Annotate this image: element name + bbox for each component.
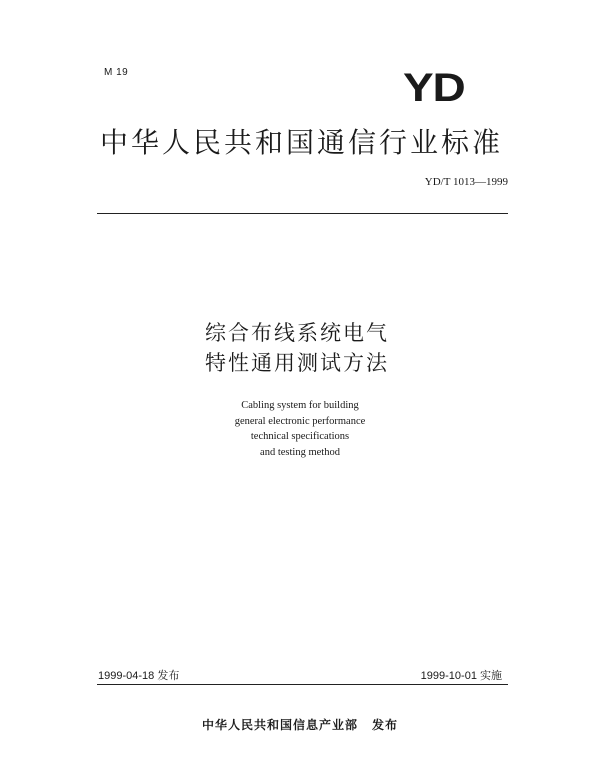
document-title-cn [205, 318, 389, 378]
publisher [0, 716, 600, 733]
title-cn-line: 特性通用测试方法 [205, 351, 389, 375]
title-cn-line: 综合布线系统电气 [205, 321, 389, 345]
bottom-divider [97, 684, 508, 685]
title-en-line: and testing method [260, 446, 340, 458]
implementation-date: 1999-10-01 实施 [420, 670, 502, 682]
yd-logo: YD [403, 66, 465, 110]
issue-date: 1999-04-18 发布 [98, 670, 180, 682]
top-divider [97, 213, 508, 214]
publisher-action: 发布 [372, 718, 399, 732]
title-en-line: general electronic performance [234, 415, 366, 427]
title-en-line: technical specifications [250, 431, 350, 442]
title-en-line: Cabling system for building [241, 400, 359, 411]
classification-code: M 19 [104, 67, 129, 78]
document-title-en [0, 398, 600, 460]
publisher-name: 中华人民共和国信息产业部 [201, 718, 358, 732]
standard-number: YD/T 1013—1999 [424, 176, 508, 188]
standard-title: 中华人民共和国通信行业标准 [100, 126, 504, 159]
